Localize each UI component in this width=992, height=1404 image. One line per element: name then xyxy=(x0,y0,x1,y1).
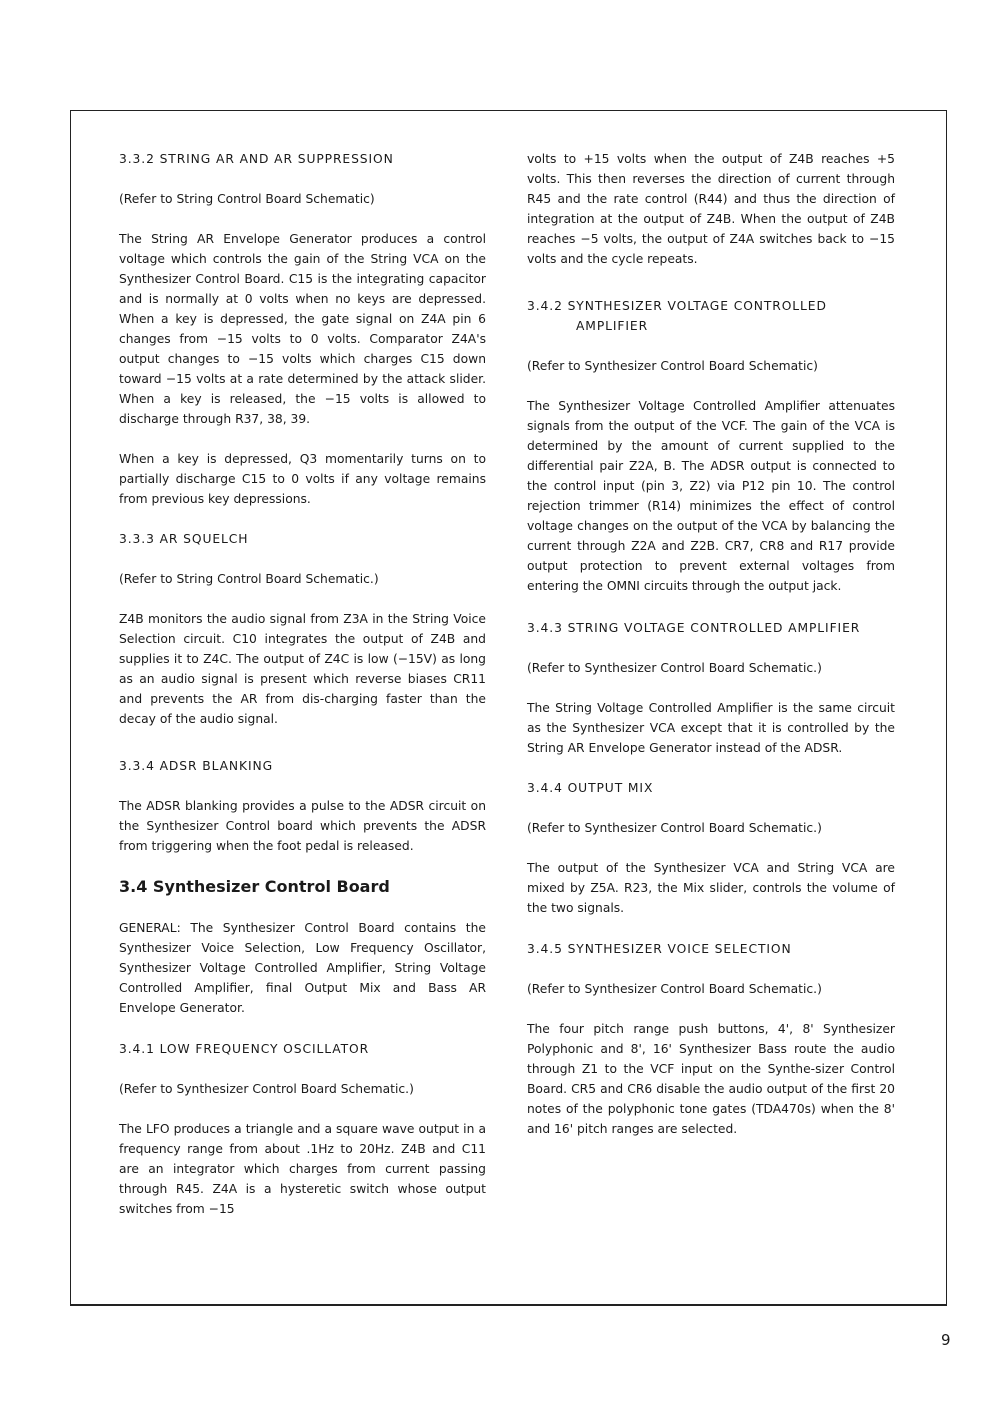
paragraph: The LFO produces a triangle and a square wave output in a frequency range from about .1Hz to 20Hz. Z4B and C11 are an integrator which charges from current passing through R45. Z4A is a hysteretic switch whose output switches from −15 xyxy=(119,1122,486,1216)
right-column xyxy=(527,146,895,1139)
paragraph: When a key is depressed, Q3 momentarily turns on to partially discharge C15 to 0 volts if any voltage remains from previous key depressions. xyxy=(119,452,486,506)
paragraph: volts to +15 volts when the output of Z4B reaches +5 volts. This then reverses the direction of current through R45 and the rate control (R44) and thus the direction of integration at the output of Z4B. When the output of Z4B reaches −5 volts, the output of Z4A switches back to −15 volts and the cycle repeats. xyxy=(527,152,895,266)
reference-note: (Refer to Synthesizer Control Board Schematic.) xyxy=(119,1082,414,1096)
reference-note: (Refer to Synthesizer Control Board Schematic.) xyxy=(527,661,822,675)
paragraph: The String AR Envelope Generator produces a control voltage which controls the gain of the String VCA on the Synthesizer Control Board. C15 is the integrating capacitor and is normally at 0 volts when no keys are depressed. When a key is depressed, the gate signal on Z4A pin 6 changes from −15 volts to 0 volts. Comparator Z4A's output changes to −15 volts which charges C15 down toward −15 volts at a rate determined by the attack slider. When a key is released, the −15 volts is allowed to discharge through R37, 38, 39. xyxy=(119,232,486,426)
heading-3-4-4: 3.4.4 OUTPUT MIX xyxy=(527,781,654,795)
paragraph: GENERAL: The Synthesizer Control Board contains the Synthesizer Voice Selection, Low Frequency Oscillator, Synthesizer Voltage Controlled Amplifier, String Voltage Controlled Amplifier, final Output Mix and Bass AR Envelope Generator. xyxy=(119,921,486,1015)
heading-3-4-5: 3.4.5 SYNTHESIZER VOICE SELECTION xyxy=(527,942,792,956)
heading-3-4-1: 3.4.1 LOW FREQUENCY OSCILLATOR xyxy=(119,1042,370,1056)
heading-3-3-3: 3.3.3 AR SQUELCH xyxy=(119,532,249,546)
reference-note: (Refer to String Control Board Schematic) xyxy=(119,192,375,206)
heading-3-3-4: 3.3.4 ADSR BLANKING xyxy=(119,759,274,773)
reference-note: (Refer to Synthesizer Control Board Schematic) xyxy=(527,359,818,373)
heading-3-4-3: 3.4.3 STRING VOLTAGE CONTROLLED AMPLIFIER xyxy=(527,621,861,635)
reference-note: (Refer to Synthesizer Control Board Schematic.) xyxy=(527,982,822,996)
heading-3-3-2: 3.3.2 STRING AR AND AR SUPPRESSION xyxy=(119,152,394,166)
paragraph: The output of the Synthesizer VCA and String VCA are mixed by Z5A. R23, the Mix slider, controls the volume of the two signals. xyxy=(527,861,895,915)
paragraph: The ADSR blanking provides a pulse to the ADSR circuit on the Synthesizer Control board which prevents the ADSR from triggering when the foot pedal is released. xyxy=(119,799,486,853)
paragraph: The four pitch range push buttons, 4', 8' Synthesizer Polyphonic and 8', 16' Synthesizer Bass route the audio through Z1 to the VCF input on the Synthe-sizer Control Board. CR5 and CR6 disable the audio output of the first 20 notes of the polyphonic tone gates (TDA470s) when the 8' and 16' pitch ranges are selected. xyxy=(527,1022,895,1136)
heading-3-4-2: 3.4.2 SYNTHESIZER VOLTAGE CONTROLLED AMPLIFIER xyxy=(527,299,827,333)
paragraph: The Synthesizer Voltage Controlled Amplifier attenuates signals from the output of the VCF. The gain of the VCA is determined by the amount of current supplied to the differential pair Z2A, B. The ADSR output is connected to the control input (pin 3, Z2) via P12 pin 10. The control rejection trimmer (R14) minimizes the effect of control voltage changes on the output of the VCA by balancing the current through Z2A and Z2B. CR7, CR8 and R17 provide output protection to prevent external voltages from entering the OMNI circuits through the output jack. xyxy=(527,399,895,593)
paragraph: The String Voltage Controlled Amplifier is the same circuit as the Synthesizer VCA except that it is controlled by the String AR Envelope Generator instead of the ADSR. xyxy=(527,701,895,755)
left-column xyxy=(119,146,486,1219)
paragraph: Z4B monitors the audio signal from Z3A in the String Voice Selection circuit. C10 integrates the output of Z4B and supplies it to Z4C. The output of Z4C is low (−15V) as long as an audio signal is present which reverse biases CR11 and prevents the AR from dis-charging faster than the decay of the audio signal. xyxy=(119,612,486,726)
page-number: 9 xyxy=(941,1331,951,1349)
section-heading-3-4: 3.4 Synthesizer Control Board xyxy=(119,877,390,896)
reference-note: (Refer to Synthesizer Control Board Schematic.) xyxy=(527,821,822,835)
reference-note: (Refer to String Control Board Schematic.) xyxy=(119,572,379,586)
